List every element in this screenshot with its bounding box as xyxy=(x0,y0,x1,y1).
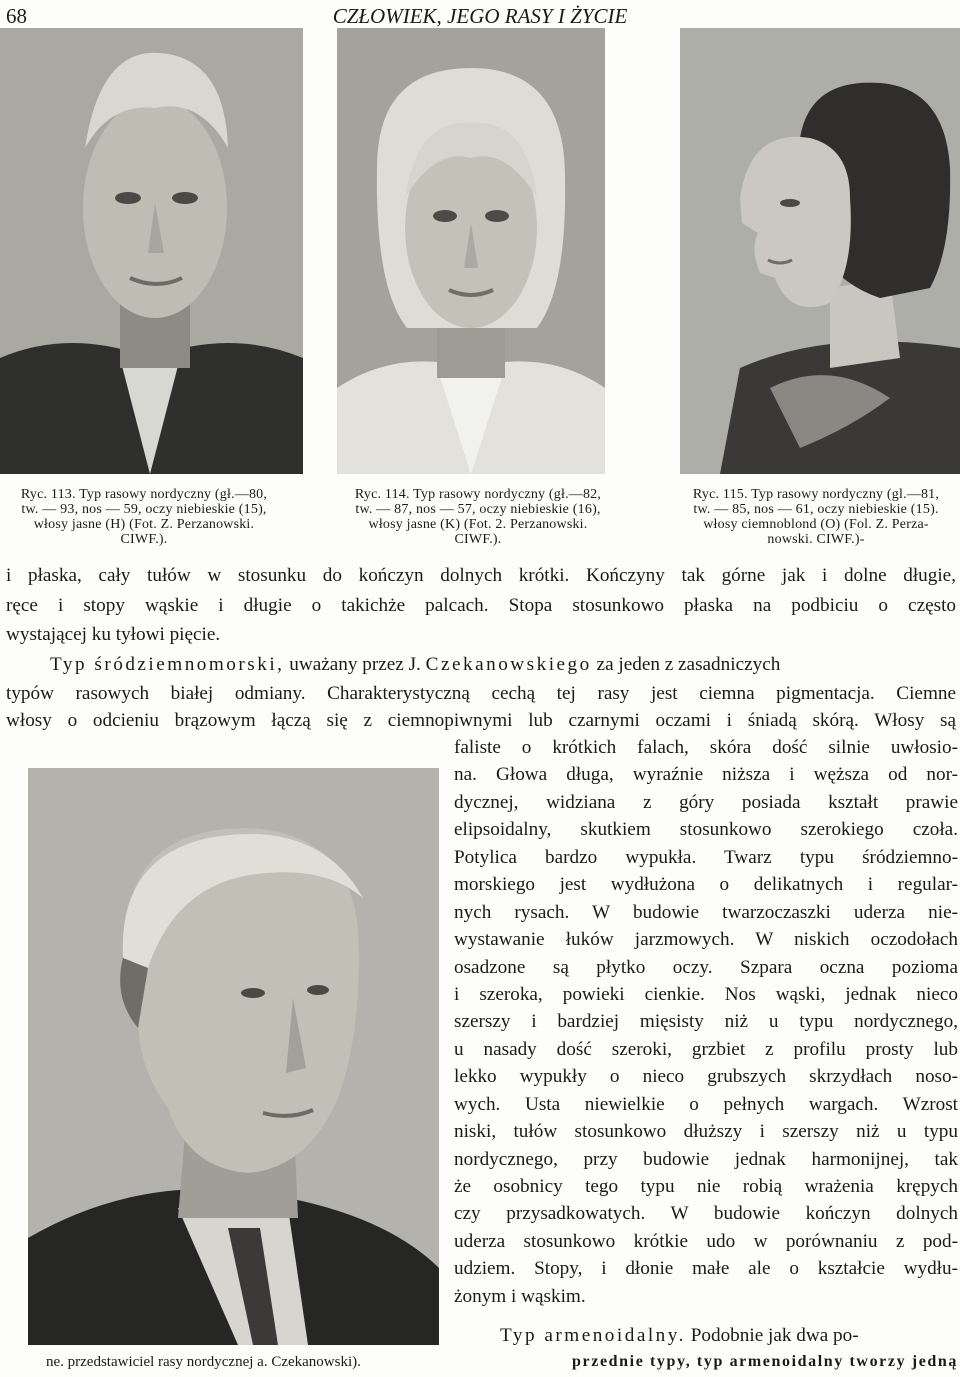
portrait-photo-4 xyxy=(28,768,439,1345)
column-line-10: i szeroka, powieki cienkie. Nos wąski, jednak nieco xyxy=(454,983,958,1005)
body-line-5: typów rasowych białej odmiany. Charakterystyczną cechą tej rasy jest ciemna pigmentacja. Ciemne xyxy=(6,683,956,704)
portrait-photo-1 xyxy=(0,28,303,474)
column-line-2: na. Głowa długa, wyraźnie niższa i węższa od nor- xyxy=(454,764,958,786)
column-line-4: elipsoidalny, skutkiem stosunkowo szerokiego czoła. xyxy=(454,819,958,841)
column-line-14: wych. Usta niewielkie o pełnych wargach. Wzrost xyxy=(454,1093,958,1115)
column-line-21: żonym i wąskim. xyxy=(454,1285,586,1307)
figure-caption-114: Ryc. 114. Typ rasowy nordyczny (gł.—82, tw. — 87, nos — 57, oczy niebieskie (16), włosy jasne (K) (Fot. 2. Perzanowski. CIWF.). xyxy=(354,487,602,547)
column-line-6: morskiego jest wydłużona o delikatnych i regular- xyxy=(454,874,958,896)
column-line-15: niski, tułów stosunkowo dłuższy i szerszy niż u typu xyxy=(454,1121,958,1143)
figure-caption-113: Ryc. 113. Typ rasowy nordyczny (gł.—80, tw. — 93, nos — 59, oczy niebieskie (15), włosy jasne (H) (Fot. Z. Perzanowski. CIWF.). xyxy=(20,487,268,547)
column-line-11: szerszy i bardziej mięsisty niż u typu nordycznego, xyxy=(454,1011,958,1033)
column-line-16: nordycznego, przy budowie jednak harmonijnej, tak xyxy=(454,1148,958,1170)
body-last-line: przednie typy, typ armenoidalny tworzy jedną xyxy=(572,1353,958,1370)
body-line-1: i płaska, cały tułów w stosunku do kończyn dolnych krótki. Kończyny tak górne jak i dolne długie, xyxy=(6,565,956,586)
column-line-12: u nasady dość szeroki, grzbiet z profilu prosty lub xyxy=(454,1038,958,1060)
column-line-5: Potylica bardzo wypukła. Twarz typu śródziemno- xyxy=(454,846,958,868)
type-term-armenoid: Typ armenoidalny. xyxy=(500,1325,686,1346)
column-line-8: wystawanie łuków jarzmowych. W niskich oczodołach xyxy=(454,929,958,951)
column-line-3: dycznej, widziana z góry posiada kształt prawie xyxy=(454,791,958,813)
text-column-right xyxy=(454,734,958,1310)
body-line-2: ręce i stopy wąskie i długie o takichże palcach. Stopa stosunkowo płaska na podbiciu o często xyxy=(6,595,956,616)
figure-caption-bottom: ne. przedstawiciel rasy nordycznej a. Czekanowski). xyxy=(46,1354,361,1370)
figure-caption-115: Ryc. 115. Typ rasowy nordyczny (gl.—81, tw. — 85, nos — 61, oczy niebieskie (15). włosy ciemnoblond (O) (Fol. Z. Perza- nowski. CIWF.)- xyxy=(692,487,940,547)
column-line-13: lekko wypukły o nieco grubszych skrzydłach noso- xyxy=(454,1066,958,1088)
portrait-photo-3 xyxy=(680,28,960,474)
page-number: 68 xyxy=(6,4,27,28)
column-line-20: udziem. Stopy, i dłonie małe ale o kształcie wydłu- xyxy=(454,1258,958,1280)
column-line-1: faliste o krótkich falach, skóra dość silnie uwłosio- xyxy=(454,737,958,758)
running-head: CZŁOWIEK, JEGO RASY I ŻYCIE xyxy=(332,4,628,28)
paragraph-armenoid-opening: Typ armenoidalny. Podobnie jak dwa po- xyxy=(500,1325,859,1346)
column-line-17: że osobnicy tego typu nie robią wrażenia krępych xyxy=(454,1176,958,1197)
author-name: Czekanowskiego xyxy=(425,654,592,675)
body-line-6: włosy o odcieniu brązowym łączą się z ciemnopiwnymi lub czarnymi oczami i śniadą skórą. Włosy są xyxy=(6,710,956,731)
column-line-9: osadzone są płytko oczy. Szpara oczna pozioma xyxy=(454,956,958,978)
column-line-19: uderza stosunkowo krótkie udo w porównaniu z pod- xyxy=(454,1230,958,1252)
type-term-mediterranean: Typ śródziemnomorski, xyxy=(50,654,285,675)
portrait-photo-2 xyxy=(337,28,605,474)
column-line-7: nych rysach. W budowie twarzoczaszki uderza nie- xyxy=(454,901,958,923)
body-line-3: wystającej ku tyłowi pięcie. xyxy=(6,624,221,645)
column-line-18: czy przysadkowatych. W budowie kończyn dolnych xyxy=(454,1203,958,1225)
paragraph-mediterranean-opening: Typ śródziemnomorski, uważany przez J. Czekanowskiego za jeden z zasadniczych xyxy=(50,654,781,675)
